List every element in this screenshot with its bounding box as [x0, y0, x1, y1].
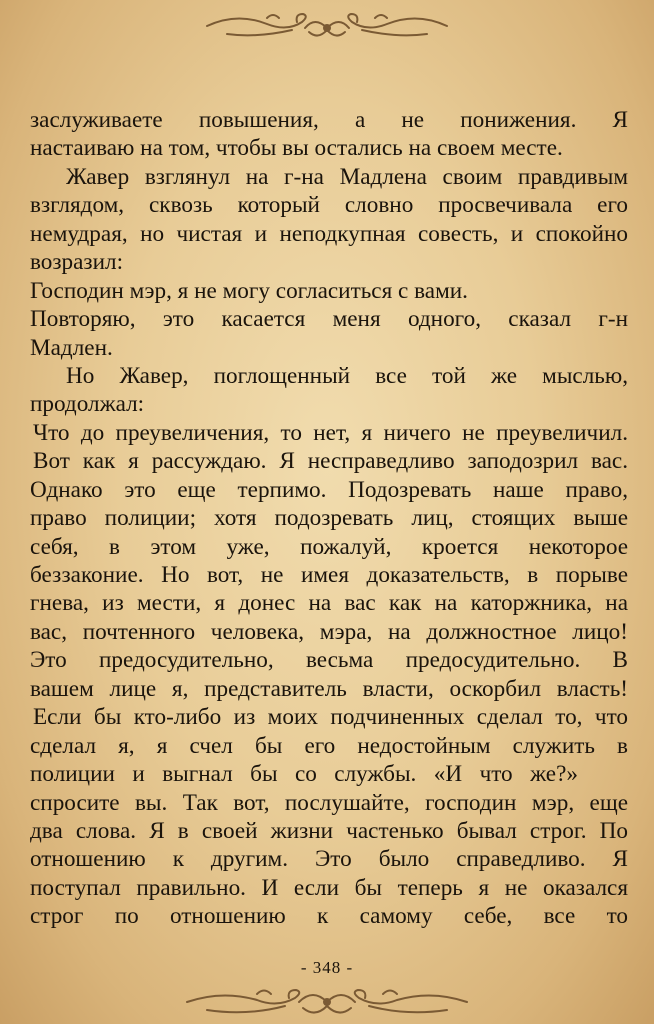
- text-line: два слова. Я в своей жизни частенько бывал строг. По: [30, 817, 628, 844]
- text-line: право полиции; хотя подозревать лиц, стоящих выше: [30, 505, 628, 532]
- text-line: поступал правильно. И если бы теперь я не оказался: [30, 874, 628, 901]
- text-line: беззаконие. Но вот, не имея доказательств, в порыве: [30, 562, 628, 588]
- bottom-flourish-ornament-icon: [0, 982, 654, 1022]
- text-line: себя, в этом уже, пожалуй, кроется некоторое: [30, 533, 628, 560]
- text-line: Повторяю, это касается меня одного, сказал г-н: [30, 306, 628, 333]
- text-line: Но Жавер, поглощенный все той же мыслью,: [66, 362, 628, 389]
- text-line: настаиваю на том, чтобы вы остались на своем месте.: [30, 135, 563, 162]
- text-line: Вот как я рассуждаю. Я несправедливо заподозрил вас.: [33, 448, 628, 475]
- text-line: заслуживаете повышения, а не понижения. Я: [30, 107, 628, 133]
- text-line: взглядом, сквозь который словно просвечивала его: [30, 192, 628, 219]
- text-line: Однако это еще терпимо. Подозревать наше право,: [30, 476, 628, 503]
- page-number: - 348 -: [300, 958, 354, 977]
- text-line: сделал я, я счел бы его недостойным служить в: [30, 732, 628, 759]
- text-line: гнева, из мести, я донес на вас как на каторжника, на: [30, 590, 628, 617]
- text-line: Это предосудительно, весьма предосудительно. В: [30, 647, 628, 674]
- text-line: Господин мэр, я не могу согласиться с вами.: [30, 277, 468, 304]
- text-line: Мадлен.: [30, 334, 113, 361]
- text-line: продолжал:: [30, 391, 145, 418]
- text-line: Жавер взглянул на г-на Мадлена своим правдивым: [66, 163, 628, 190]
- top-flourish-ornament-icon: [0, 8, 654, 48]
- text-line: отношению к другим. Это было справедливо. Я: [30, 846, 628, 873]
- text-line: вас, почтенного человека, мэра, на должностное лицо!: [30, 618, 628, 645]
- page-body-text: [30, 106, 628, 931]
- text-line: возразил:: [30, 249, 124, 276]
- text-line: спросите вы. Так вот, послушайте, господин мэр, еще: [30, 789, 628, 816]
- text-line: вашем лице я, представитель власти, оскорбил власть!: [30, 675, 628, 702]
- text-line: Если бы кто-либо из моих подчиненных сделал то, что: [33, 704, 628, 731]
- text-line: полиции и выгнал бы со службы. «И что же?»: [30, 761, 578, 788]
- text-line: Что до преувеличения, то нет, я ничего не преувеличил.: [33, 419, 628, 446]
- text-line: строг по отношению к самому себе, все то: [30, 903, 628, 930]
- text-line: немудрая, но чистая и неподкупная совесть, и спокойно: [30, 220, 628, 247]
